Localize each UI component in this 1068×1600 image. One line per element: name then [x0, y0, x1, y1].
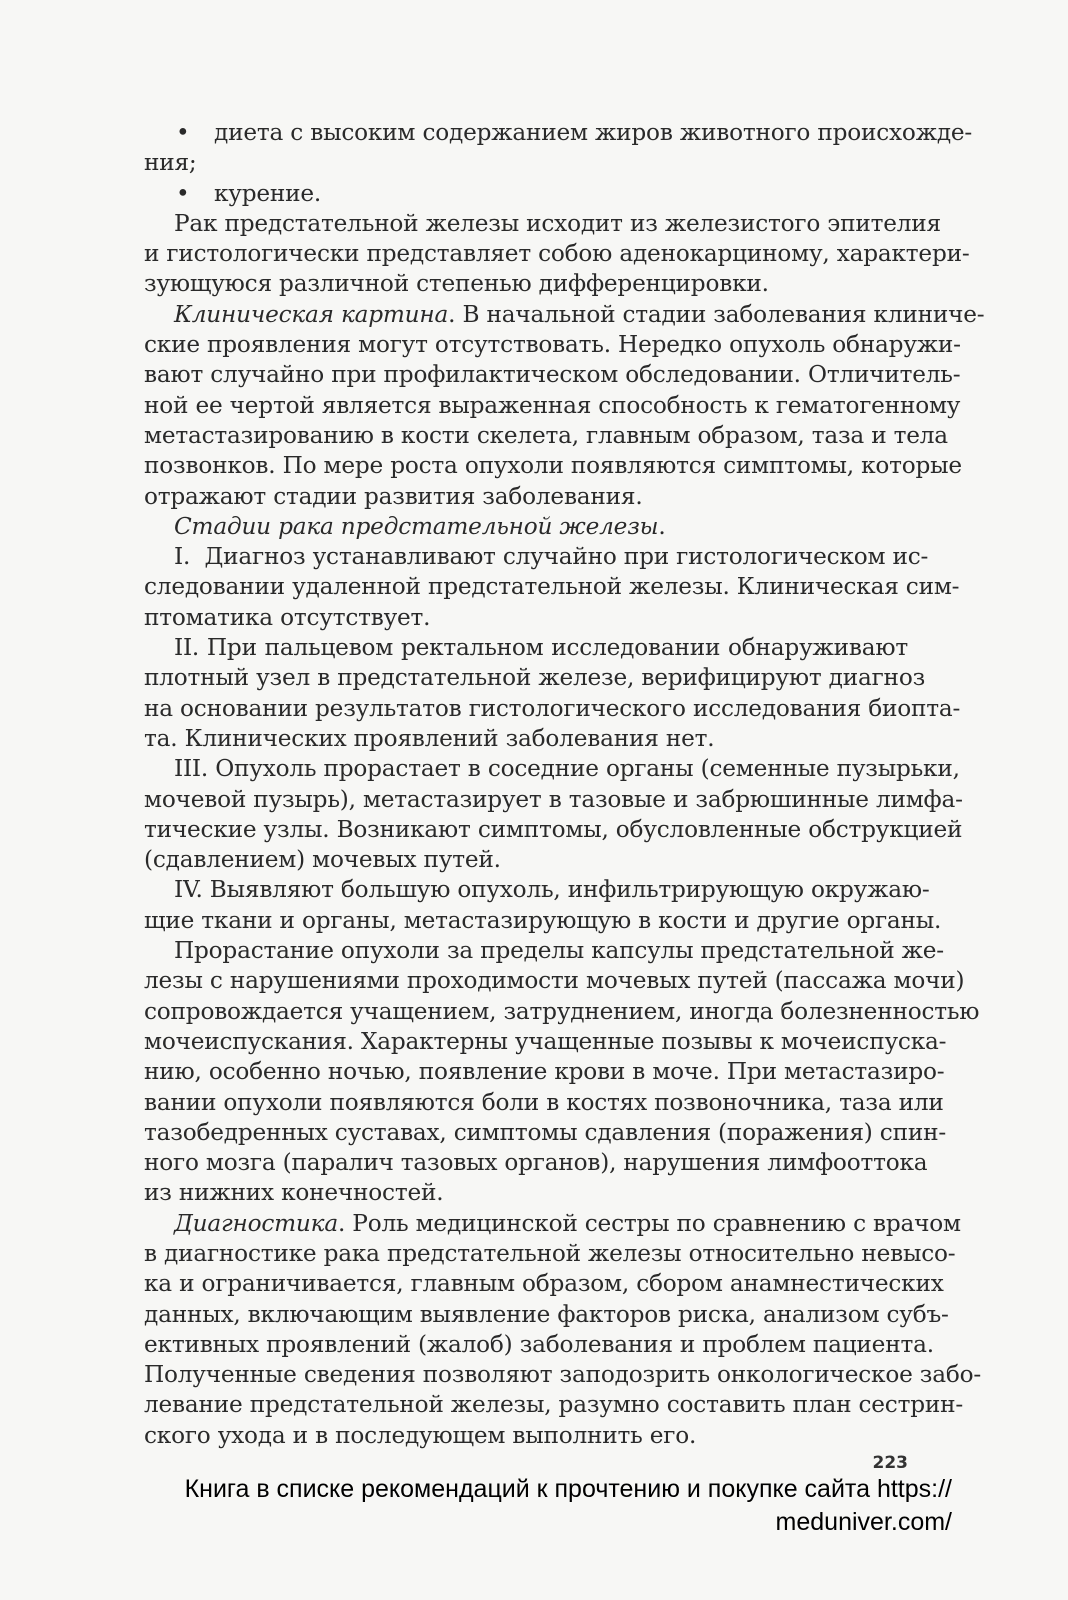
- text-line: данных, включающим выявление факторов риска, анализом субъ-: [144, 1300, 949, 1328]
- section-heading-clinical: Клиническая картина: [174, 300, 449, 328]
- text-line: Диагноз устанавливают случайно при гистологическом ис-: [204, 543, 929, 571]
- text-line: ского ухода и в последующем выполнить его.: [144, 1421, 697, 1449]
- footer-watermark: [52, 1473, 952, 1539]
- text-line: При пальцевом ректальном исследовании обнаруживают: [206, 634, 908, 662]
- stage-4-line: [144, 875, 930, 905]
- page-body: [144, 118, 985, 1451]
- stage-3-line: [144, 754, 960, 784]
- text-line: на основании результатов гистологического исследования биопта-: [144, 694, 961, 722]
- text-line: вают случайно при профилактическом обследовании. Отличитель-: [144, 361, 961, 389]
- stage-2-line: [144, 633, 908, 663]
- text-line: вании опухоли появляются боли в костях позвоночника, таза или: [144, 1088, 944, 1116]
- text-line: левание предстательной железы, разумно составить план сестрин-: [144, 1391, 963, 1419]
- page-number: 223: [872, 1453, 908, 1473]
- footer-line: meduniver.com/: [775, 1508, 952, 1536]
- text-line: следовании удаленной предстательной железы. Клиническая сим-: [144, 573, 960, 601]
- diagnostics-line: [144, 1209, 961, 1239]
- text-line: нию, особенно ночью, появление крови в моче. При метастазиро-: [144, 1058, 945, 1086]
- text-line: ной ее чертой является выраженная способность к гематогенному: [144, 391, 961, 419]
- stage-1-line: [144, 542, 929, 572]
- text-line: и гистологически представляет собою аденокарциному, характери-: [144, 240, 970, 268]
- text-line: курение.: [214, 179, 322, 207]
- stage-number: IV.: [174, 876, 203, 904]
- text-line: ские проявления могут отсутствовать. Нередко опухоль обнаружи-: [144, 331, 961, 359]
- text-line: .: [658, 512, 666, 540]
- text-line: из нижних конечностей.: [144, 1179, 444, 1207]
- section-heading-stages: Стадии рака предстательной железы: [174, 512, 659, 540]
- stage-number: II.: [174, 634, 200, 662]
- footer-line: Книга в списке рекомендаций к прочтению и покупке сайта https://: [184, 1475, 952, 1503]
- stage-number: I.: [174, 543, 191, 571]
- text-line: тические узлы. Возникают симптомы, обусловленные обструкцией: [144, 815, 963, 843]
- text-line: плотный узел в предстательной железе, верифицируют диагноз: [144, 664, 926, 692]
- text-line: ного мозга (паралич тазовых органов), нарушения лимфооттока: [144, 1149, 928, 1177]
- text-line: (сдавлением) мочевых путей.: [144, 846, 501, 874]
- text-line: зующуюся различной степенью дифференцировки.: [144, 270, 769, 298]
- text-line: отражают стадии развития заболевания.: [144, 482, 643, 510]
- text-line: та. Клинических проявлений заболевания нет.: [144, 724, 715, 752]
- stage-number: III.: [174, 755, 209, 783]
- text-line: лезы с нарушениями проходимости мочевых путей (пассажа мочи): [144, 967, 965, 995]
- text-line: тазобедренных суставах, симптомы сдавления (поражения) спин-: [144, 1118, 946, 1146]
- section-heading-diagnostics: Диагностика: [174, 1209, 338, 1237]
- text-line: метастазированию в кости скелета, главным образом, таза и тела: [144, 421, 948, 449]
- text-line: ективных проявлений (жалоб) заболевания и проблем пациента.: [144, 1330, 934, 1358]
- text-line: Прорастание опухоли за пределы капсулы предстательной же-: [174, 937, 944, 965]
- text-line: ния;: [144, 149, 197, 177]
- bullet-item-diet: [144, 118, 973, 148]
- bullet-icon: •: [176, 179, 190, 207]
- text-line: в диагностике рака предстательной железы относительно невысо-: [144, 1239, 956, 1267]
- text-line: мочевой пузырь), метастазирует в тазовые и забрюшинные лимфа-: [144, 785, 963, 813]
- text-line: Рак предстательной железы исходит из железистого эпителия: [174, 209, 941, 237]
- text-line: . Роль медицинской сестры по сравнению с врачом: [337, 1209, 961, 1237]
- text-line: Полученные сведения позволяют заподозрить онкологическое забо-: [144, 1361, 982, 1389]
- text-line: птоматика отсутствует.: [144, 603, 431, 631]
- text-line: . В начальной стадии заболевания клиниче-: [448, 300, 985, 328]
- bullet-item-smoking: [144, 179, 908, 209]
- text-line: позвонков. По мере роста опухоли появляются симптомы, которые: [144, 452, 962, 480]
- text-line: Опухоль прорастает в соседние органы (семенные пузырьки,: [215, 755, 960, 783]
- bullet-icon: •: [176, 119, 190, 146]
- clinical-picture-line: [144, 300, 985, 330]
- text-line: сопровождается учащением, затруднением, иногда болезненностью: [144, 997, 980, 1025]
- text-line: ка и ограничивается, главным образом, сбором анамнестических: [144, 1270, 944, 1298]
- text-line: мочеиспускания. Характерны учащенные позывы к мочеиспуска-: [144, 1027, 947, 1055]
- text-line: диета с высоким содержанием жиров животного происхожде-: [214, 119, 973, 146]
- text-line: щие ткани и органы, метастазирующую в кости и другие органы.: [144, 906, 942, 934]
- stages-heading-line: [144, 512, 908, 542]
- text-line: Выявляют большую опухоль, инфильтрирующую окружаю-: [209, 876, 930, 904]
